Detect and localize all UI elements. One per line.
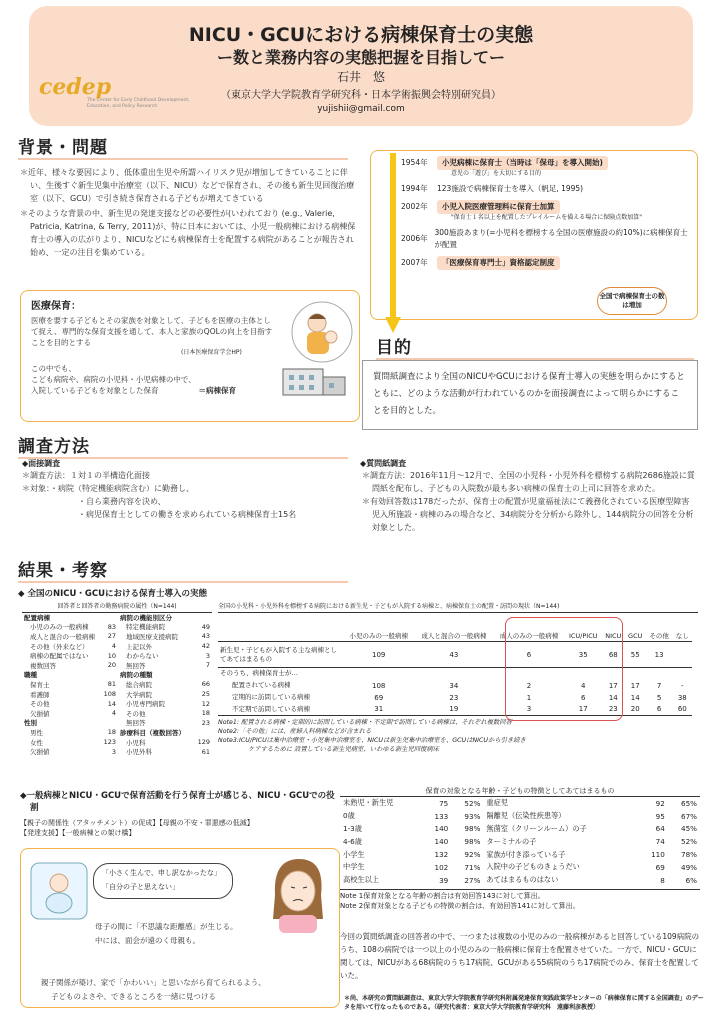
poster-subtitle: ー数と業務内容の実態把握を目指してー bbox=[216, 48, 505, 67]
ward-cell: 31 bbox=[374, 705, 384, 714]
attribute-row bbox=[22, 641, 118, 651]
care-cell: 52% bbox=[464, 798, 481, 808]
care-cell: 4-6歳 bbox=[343, 836, 362, 846]
affiliation: （東京大学大学院教育学研究科・日本学術振興会特別研究員） bbox=[221, 90, 501, 101]
attribute-label: 無回答 bbox=[126, 661, 146, 670]
attribute-row bbox=[22, 622, 118, 632]
attribute-value: 83 bbox=[107, 622, 116, 631]
ward-cell: 2 bbox=[526, 681, 532, 690]
attribute-row bbox=[118, 660, 212, 670]
care-cell: 49% bbox=[681, 862, 697, 872]
attribute-row bbox=[118, 728, 212, 738]
cedep-logo bbox=[39, 70, 189, 122]
survey-title: ◆質問紙調査 bbox=[360, 459, 407, 468]
ward-cell: 14 bbox=[630, 693, 640, 702]
attribute-label: 小児専門病院 bbox=[126, 700, 165, 709]
attribute-value: 12 bbox=[201, 699, 210, 708]
ward-cell: 13 bbox=[654, 650, 664, 659]
care-cell: 39 bbox=[439, 875, 449, 885]
ward-cell: 34 bbox=[449, 681, 459, 690]
timeline-year: 2002年 bbox=[401, 202, 428, 211]
purpose-heading: 目的 bbox=[376, 338, 412, 358]
care-cell: 8 bbox=[660, 875, 665, 885]
attribute-label: 診療科目（複数回答） bbox=[120, 728, 185, 737]
ward-cell bbox=[625, 668, 646, 680]
care-cell: 102 bbox=[434, 862, 449, 872]
attribute-label: 地域医療支援病院 bbox=[126, 632, 178, 641]
care-cell: 67% bbox=[681, 811, 697, 821]
timeline-year: 1994年 bbox=[401, 184, 428, 193]
survey-block bbox=[360, 458, 696, 534]
care-cell: 6% bbox=[685, 875, 697, 885]
attribute-row bbox=[22, 660, 118, 670]
interview-item-2: ＊対象：・病院（特定機能病院含む）に勤務し、 bbox=[22, 484, 194, 493]
attribute-value: 7 bbox=[205, 661, 210, 670]
heading-underline bbox=[18, 158, 348, 160]
care-row bbox=[340, 861, 700, 874]
role-section bbox=[20, 790, 340, 838]
care-row bbox=[340, 835, 700, 848]
care-row bbox=[340, 797, 700, 810]
attributes-right-col bbox=[118, 613, 212, 757]
hoiku-source: (日本医療保育学会HP) bbox=[181, 349, 242, 356]
ward-cell bbox=[414, 668, 493, 680]
attribute-row bbox=[22, 728, 118, 738]
attribute-label: 特定機能病院 bbox=[126, 623, 165, 632]
attribute-value: 3 bbox=[111, 747, 116, 756]
ward-col-header: ICU/PICU bbox=[568, 632, 598, 640]
attribute-label: 小児科 bbox=[126, 738, 146, 747]
care-cell: 93% bbox=[464, 811, 481, 821]
attribute-value bbox=[101, 718, 118, 728]
timeline-text: 「医療保育専門士」資格認定制度 bbox=[437, 256, 560, 270]
attribute-value: 49 bbox=[201, 622, 210, 631]
attribute-value: 66 bbox=[201, 680, 210, 689]
attribute-value: 4 bbox=[111, 642, 116, 651]
attribute-label: 欠損値 bbox=[30, 748, 50, 757]
care-cell: 69 bbox=[655, 862, 665, 872]
ward-cell: 60 bbox=[677, 705, 687, 714]
ward-cell: 19 bbox=[449, 705, 459, 714]
care-cell: 小学生 bbox=[343, 849, 365, 859]
attribute-value: 4 bbox=[111, 709, 116, 718]
purpose-section bbox=[376, 333, 696, 360]
care-cell: 45% bbox=[681, 824, 697, 834]
timeline-line bbox=[401, 227, 691, 251]
worried-mother-illustration bbox=[261, 855, 333, 935]
quote-1: 「小さく生んで、申し訳なかったな」 bbox=[102, 869, 221, 877]
attributes-table bbox=[22, 603, 212, 756]
ward-cell: 35 bbox=[578, 650, 588, 659]
ward-cell: 68 bbox=[608, 650, 618, 659]
care-cell: 64 bbox=[655, 824, 665, 834]
attribute-label: 小児外科 bbox=[126, 748, 152, 757]
care-cell: ターミナルの子 bbox=[486, 836, 537, 846]
attributes-left-col bbox=[22, 613, 118, 757]
timeline-sub: "保育士１名以上を配置したプレイルームを備える場合に保険点数加算" bbox=[451, 214, 642, 221]
attribute-row bbox=[22, 680, 118, 690]
attribute-row bbox=[22, 737, 118, 747]
timeline-line bbox=[401, 256, 691, 270]
results-sub1: ◆ 全国のNICU・GCUにおける保育士導入の実態 bbox=[18, 589, 208, 599]
ward-cell: 43 bbox=[449, 650, 459, 659]
care-cell: 92% bbox=[464, 850, 481, 860]
attribute-value: 123 bbox=[103, 738, 116, 747]
attribute-row bbox=[118, 622, 212, 632]
timeline-item bbox=[401, 156, 691, 178]
ward-cell: 14 bbox=[608, 693, 618, 702]
care-cell: 未熟児・新生児 bbox=[343, 798, 394, 808]
care-row bbox=[340, 848, 700, 861]
attribute-label: 男性 bbox=[30, 728, 43, 737]
attribute-label: 看護師 bbox=[30, 690, 50, 699]
interview-item-3: ・自ら業務内容を決め、 bbox=[78, 497, 166, 506]
care-cell: 140 bbox=[434, 824, 449, 834]
ward-col-header: その他 bbox=[649, 632, 669, 640]
logo-mark: cedep bbox=[39, 74, 112, 100]
interview-item-1: ＊調査方法：１対１の半構造化面接 bbox=[22, 471, 150, 480]
attributes-title: 回答者と回答者の勤務病院の属性（N=144) bbox=[22, 603, 212, 613]
ward-col-header: 小児のみの一般病棟 bbox=[349, 632, 408, 640]
hoiku-box bbox=[20, 290, 360, 422]
attribute-label: その他（外来など） bbox=[30, 642, 89, 651]
ward-row-label: 新生児・子どもが入院する主な病棟としてあてはまるもの bbox=[220, 645, 337, 663]
attribute-value: 20 bbox=[107, 661, 116, 670]
attribute-row bbox=[118, 708, 212, 718]
ward-cell: 69 bbox=[374, 693, 384, 702]
care-table-block bbox=[340, 786, 700, 911]
attribute-label: わからない bbox=[126, 652, 159, 661]
care-cell: 27% bbox=[464, 875, 481, 885]
attribute-row bbox=[118, 737, 212, 747]
mother-speech-bubble bbox=[93, 863, 233, 899]
attribute-label: 欠損値 bbox=[30, 709, 50, 718]
attribute-value bbox=[194, 613, 212, 623]
attribute-label: 病院の機能別区分 bbox=[120, 613, 172, 622]
ward-cell: 17 bbox=[608, 681, 618, 690]
ward-col-header: 成人のみの一般病棟 bbox=[499, 632, 559, 640]
care-cell: 52% bbox=[681, 837, 697, 847]
attribute-value: 18 bbox=[201, 709, 210, 718]
attribute-value bbox=[194, 728, 212, 738]
attribute-label: 職種 bbox=[24, 671, 37, 680]
attribute-row bbox=[22, 632, 118, 642]
care-cell: あてはまるものはない bbox=[486, 875, 559, 885]
attribute-value: 25 bbox=[201, 690, 210, 699]
ward-row-label: 配置されている病棟 bbox=[232, 681, 291, 689]
ward-cell: 38 bbox=[677, 693, 687, 702]
ward-cell bbox=[673, 668, 692, 680]
ward-table-title: 全国の小児科・小児外科を標榜する病院における新生児・子どもが入院する病棟と、病棟保育士の配置・訪問の現状（N=144) bbox=[218, 603, 698, 613]
role-text-1: 母子の間に「不思議な距離感」が生じる。 bbox=[95, 922, 238, 931]
hoiku-note2: こども病院や、病院の小児科・小児病棟の中で、 bbox=[31, 374, 196, 384]
attribute-label: 小児のみの一般病棟 bbox=[30, 623, 89, 632]
results-heading: 結果・考察 bbox=[18, 561, 108, 581]
ward-cell: 6 bbox=[580, 693, 586, 702]
attribute-value bbox=[101, 670, 118, 680]
ward-note: Note2:「その他」には、産婦人科病棟などが含まれる bbox=[218, 728, 372, 735]
attribute-row bbox=[22, 718, 118, 728]
timeline-year: 2006年 bbox=[401, 234, 428, 243]
ward-cell: 5 bbox=[656, 693, 662, 702]
attribute-row bbox=[22, 708, 118, 718]
care-cell: 75 bbox=[439, 798, 449, 808]
timeline-line bbox=[401, 156, 691, 170]
timeline-item bbox=[401, 200, 691, 222]
care-cell: 74 bbox=[655, 837, 665, 847]
attribute-label: その他 bbox=[30, 700, 50, 709]
footnote: ＊尚、本研究の質問紙調査は、東京大学大学院教育学研究科附属発達保育実践政策学センターの「病棟保育に関する全国調査」のデータを用いて行なったものである。（研究代表者：東京大学大学院教育学研究科 遠藤利彦教授） bbox=[344, 995, 704, 1011]
care-row bbox=[340, 874, 700, 887]
role-title: ◆一般病棟とNICU・GCUで保育活動を行う保育士が感じる、NICU・GCUでの役割 bbox=[20, 791, 335, 813]
ward-note: ケアするために 設置している新生児病室、いわゆる新生児回復病床 bbox=[248, 746, 439, 753]
ward-note: Note3:ICU/PICUは集中治療室・小児集中治療室を、NICUは新生児集中治療室を、GCUはNICUから引き続き bbox=[218, 737, 526, 744]
attribute-row bbox=[118, 689, 212, 699]
attribute-label: 病棟の配属ではない bbox=[30, 652, 89, 661]
care-cell: 65% bbox=[681, 798, 697, 808]
conclusion-text: 今回の質問紙調査の回答者の中で、一つまたは複数の小児のみの一般病棟があると回答している109病院のうち、108の病院では一つ以上の小児のみの一般病棟に保育士を配置させていた。一方で、NICU・GCUに関しては、NICUがある68病院のうち17病院、GCUがある55病院のうち17病院でのみ、保育士を配置していた。 bbox=[340, 932, 700, 980]
hospital-illustration bbox=[279, 361, 349, 397]
ward-cell: - bbox=[681, 681, 684, 690]
attribute-label: 保育士 bbox=[30, 680, 50, 689]
methods-heading: 調査方法 bbox=[18, 437, 90, 457]
survey-item-1: ＊調査方法：2016年11月〜12月で、全国の小児科・小児外科を標榜する病院2686施設に質問紙を配布し、子どもの入院数が最も多い病棟の保育士の上司に回答を求めた。 bbox=[362, 471, 695, 493]
ward-table-notes bbox=[218, 718, 698, 754]
attribute-row bbox=[22, 613, 118, 623]
purpose-box bbox=[362, 360, 698, 430]
attribute-label: 無回答 bbox=[126, 719, 146, 728]
quote-2: 「自分の子と思えない」 bbox=[102, 883, 179, 891]
attribute-row bbox=[118, 651, 212, 661]
care-cell: 家族が付き添っている子 bbox=[486, 849, 566, 859]
attribute-label: 配置病棟 bbox=[24, 613, 50, 622]
attribute-label: 複数回答 bbox=[30, 661, 56, 670]
timeline-text: 小児病棟に保育士（当時は「保母」を導入開始) bbox=[437, 156, 608, 170]
attribute-value: 81 bbox=[107, 680, 116, 689]
ward-col-header: 成人と混合の一般病棟 bbox=[421, 632, 487, 640]
hoiku-title: 医療保育： bbox=[31, 301, 81, 312]
attribute-label: 性別 bbox=[24, 719, 37, 728]
attribute-value: 43 bbox=[201, 632, 210, 641]
ward-cell: 6 bbox=[526, 650, 532, 659]
background-bullet-1: ＊近年、様々な要因により、低体重出生児や所謂ハイリスク児が増加してきていることに伴い、生後すぐ新生児集中治療室（以下、NICU）などで保育され、その後も新生児回復治療室（以下、GCU）で引き続き保育される子どもが増えてきている bbox=[20, 168, 355, 203]
interview-item-4: ・病児保育士としての働きを求められている病棟保育士15名 bbox=[78, 510, 297, 519]
timeline-note: 全国で病棟保育士の数は増加 bbox=[597, 287, 667, 315]
ward-cell: 1 bbox=[526, 693, 532, 702]
care-row bbox=[340, 823, 700, 836]
attribute-row bbox=[22, 651, 118, 661]
baby-incubator-illustration bbox=[29, 859, 91, 929]
role-tags-1: 【親子の関係性（アタッチメント）の促成】【母親の不安・罪悪感の低減】 bbox=[20, 819, 254, 827]
attribute-row bbox=[22, 689, 118, 699]
attribute-value: 23 bbox=[201, 718, 210, 727]
ward-cell: 23 bbox=[608, 705, 618, 714]
ward-cell: 7 bbox=[656, 681, 662, 690]
timeline-text: 小児入院医療管理料に保育士加算 bbox=[437, 200, 560, 214]
attribute-value: 129 bbox=[197, 738, 210, 747]
hoiku-note1: この中でも、 bbox=[31, 363, 76, 373]
attribute-row bbox=[118, 670, 212, 680]
ward-row-label: そのうち、病棟保育士が… bbox=[220, 669, 298, 678]
timeline-sub: 意児の「遊び」を大切にする目的 bbox=[451, 170, 542, 177]
timeline-line bbox=[401, 200, 691, 214]
care-note-2: Note 2保育対象となる子どもの特徴の割合は、有効回答141に対して算出。 bbox=[340, 901, 580, 910]
ward-cell bbox=[343, 668, 414, 680]
attribute-value: 10 bbox=[107, 651, 116, 660]
care-cell: 98% bbox=[464, 837, 481, 847]
ward-cell: 23 bbox=[449, 693, 459, 702]
attribute-row bbox=[22, 699, 118, 709]
care-cell: 中学生 bbox=[343, 862, 365, 872]
interview-title: ◆面接調査 bbox=[22, 459, 61, 468]
attribute-label: 総合病院 bbox=[126, 680, 152, 689]
timeline-year: 1954年 bbox=[401, 158, 428, 167]
ward-cell: 17 bbox=[630, 681, 640, 690]
ward-col-header: なし bbox=[675, 632, 689, 640]
ward-cell: 4 bbox=[580, 681, 586, 690]
author-name: 石井 悠 bbox=[336, 70, 385, 84]
attribute-row bbox=[118, 680, 212, 690]
ward-col-header: GCU bbox=[628, 632, 643, 640]
ward-table-block bbox=[218, 603, 698, 754]
hoiku-note3: 入院している子どもを対象とした保育 ＝病棟保育 bbox=[31, 385, 236, 395]
care-cell: 132 bbox=[434, 850, 449, 860]
logo-text: The Center for Early Childhood Development, Education, and Policy Research bbox=[87, 98, 190, 109]
results-section bbox=[18, 556, 698, 599]
attribute-value: 14 bbox=[107, 699, 116, 708]
care-table-title: 保育の対象となる年齢・子どもの特徴としてあてはまるもの bbox=[340, 786, 700, 797]
care-cell: 140 bbox=[434, 837, 449, 847]
timeline-box bbox=[370, 150, 698, 320]
attribute-value: 18 bbox=[107, 728, 116, 737]
ward-cell: 3 bbox=[526, 705, 532, 714]
attribute-row bbox=[22, 670, 118, 680]
care-cell: 0歳 bbox=[343, 811, 355, 821]
attribute-label: 成人と混合の一般病棟 bbox=[30, 632, 95, 641]
attribute-row bbox=[118, 632, 212, 642]
ward-col-header: NICU bbox=[605, 632, 622, 640]
ward-cell: 17 bbox=[578, 705, 588, 714]
attribute-row bbox=[118, 613, 212, 623]
care-cell: 無菌室（クリーンルーム）の子 bbox=[486, 823, 587, 833]
survey-item-2: ＊有効回答数は178だったが、保育士の配置が児童福祉法にて義務化されている医療型障害児入所施設・病棟のみの場合など、34病院分を分析から除外し、144病院分の回答を分析対象とした。 bbox=[362, 497, 694, 532]
attribute-label: 大学病院 bbox=[126, 690, 152, 699]
purpose-body: 質問紙調査により全国のNICUやGCUにおける保育士導入の実態を明らかにするとともに、どのような活動が行われているのかを面接調査によって明らかにすることを目的とした。 bbox=[373, 372, 685, 416]
attribute-value: 108 bbox=[103, 690, 116, 699]
care-cell: 71% bbox=[464, 862, 481, 872]
background-heading: 背景・問題 bbox=[18, 138, 108, 158]
attribute-label: 病院の種類 bbox=[120, 671, 153, 680]
ward-cell: 108 bbox=[372, 681, 386, 690]
attribute-row bbox=[22, 747, 118, 757]
care-cell: 隔離児（伝染性疾患等） bbox=[486, 811, 566, 821]
ward-cell bbox=[646, 668, 673, 680]
timeline-text: 123施設で病棟保育士を導入（帆足, 1995) bbox=[437, 184, 584, 193]
attribute-value: 3 bbox=[205, 651, 210, 660]
ward-note: Note1: 配置される病棟・定期的に訪問している病棟・不定期で訪問している病棟は、それぞれ複数回答 bbox=[218, 719, 512, 726]
timeline-item bbox=[401, 256, 691, 270]
ward-row-label: 定期的に訪問している病棟 bbox=[232, 693, 310, 701]
role-tags-2: 【発達支援】【一般病棟との架け橋】 bbox=[20, 829, 136, 837]
care-cell: 78% bbox=[681, 850, 697, 860]
results-underline bbox=[18, 581, 348, 583]
attribute-label: 女性 bbox=[30, 738, 43, 747]
header-banner bbox=[29, 6, 693, 126]
attribute-row bbox=[118, 641, 212, 651]
care-cell: 重症児 bbox=[486, 798, 508, 808]
care-cell: 1-3歳 bbox=[343, 823, 362, 833]
care-row bbox=[340, 810, 700, 823]
role-text-4: 子どものよさや、できるところを一緒に見つける bbox=[51, 992, 216, 1001]
role-text-3: 親子関係が築け、家で「かわいい」と思いながら育てられるよう、 bbox=[41, 978, 266, 987]
role-text-2: 中には、面会が遠のく母親も。 bbox=[95, 936, 200, 945]
care-cell: 高校生以上 bbox=[343, 875, 379, 885]
attribute-label: その他 bbox=[126, 709, 146, 718]
care-cell: 98% bbox=[464, 824, 481, 834]
ward-cell: 6 bbox=[656, 705, 662, 714]
attribute-label: 上記以外 bbox=[126, 642, 152, 651]
background-section bbox=[18, 133, 358, 259]
ward-cell: 109 bbox=[372, 650, 386, 659]
ward-cell: 55 bbox=[630, 650, 640, 659]
attribute-value: 61 bbox=[201, 747, 210, 756]
timeline-year: 2007年 bbox=[401, 258, 428, 267]
care-table bbox=[340, 797, 700, 887]
care-cell: 92 bbox=[655, 798, 665, 808]
care-cell: 110 bbox=[651, 850, 665, 860]
timeline-item bbox=[401, 227, 691, 251]
attribute-value: 27 bbox=[107, 632, 116, 641]
ward-cell: 20 bbox=[630, 705, 640, 714]
care-cell: 95 bbox=[655, 811, 665, 821]
ward-cell bbox=[673, 642, 692, 668]
attribute-value: 42 bbox=[201, 642, 210, 651]
timeline-text: 300施設あまり(=小児科を標榜する全国の医療施設の約10%)に病棟保育士が配置 bbox=[434, 228, 688, 249]
methods-section bbox=[18, 432, 698, 459]
attribute-value bbox=[101, 613, 118, 623]
attribute-row bbox=[118, 747, 212, 757]
attribute-row bbox=[118, 718, 212, 728]
timeline-arrow bbox=[385, 153, 401, 337]
background-bullet-2: ＊そのような背景の中、新生児の発達支援などの必要性が(いわれており (e.g., Valerie, Patricia, Katrina, & Terry, 2011)が、特に日本においては、小児一般病棟における病棟保育士の導入の広がりより、NICUなどにも病棟保育士を配置する病院があることが報告され始め、一定の注目を集めている。 bbox=[20, 209, 356, 257]
mother-baby-illustration bbox=[289, 299, 355, 365]
care-cell: 入院中の子どものきょうだい bbox=[486, 862, 580, 872]
timeline-item bbox=[401, 183, 691, 195]
email: yujishii@gmail.com bbox=[317, 104, 405, 114]
timeline-line bbox=[401, 183, 691, 195]
interview-block bbox=[22, 458, 352, 521]
ward-row-label: 不定期で訪問している病棟 bbox=[232, 704, 310, 713]
care-note-1: Note 1保育対象となる年齢の割合は有効回答143に対して算出。 bbox=[340, 889, 700, 901]
attribute-row bbox=[118, 699, 212, 709]
care-cell: 133 bbox=[434, 811, 449, 821]
role-box bbox=[20, 848, 340, 1008]
timeline-list bbox=[401, 156, 691, 275]
hoiku-body: 医療を要する子どもとその家族を対象として、子どもを医療の主体として捉え、専門的な保育支援を通して、本人と家族のQOLの向上を目指すことを目的とする bbox=[31, 316, 273, 347]
poster-title: NICU・GCUにおける病棟保育士の実態 bbox=[188, 24, 534, 46]
attribute-value bbox=[194, 670, 212, 680]
icu-highlight-box bbox=[505, 617, 623, 721]
